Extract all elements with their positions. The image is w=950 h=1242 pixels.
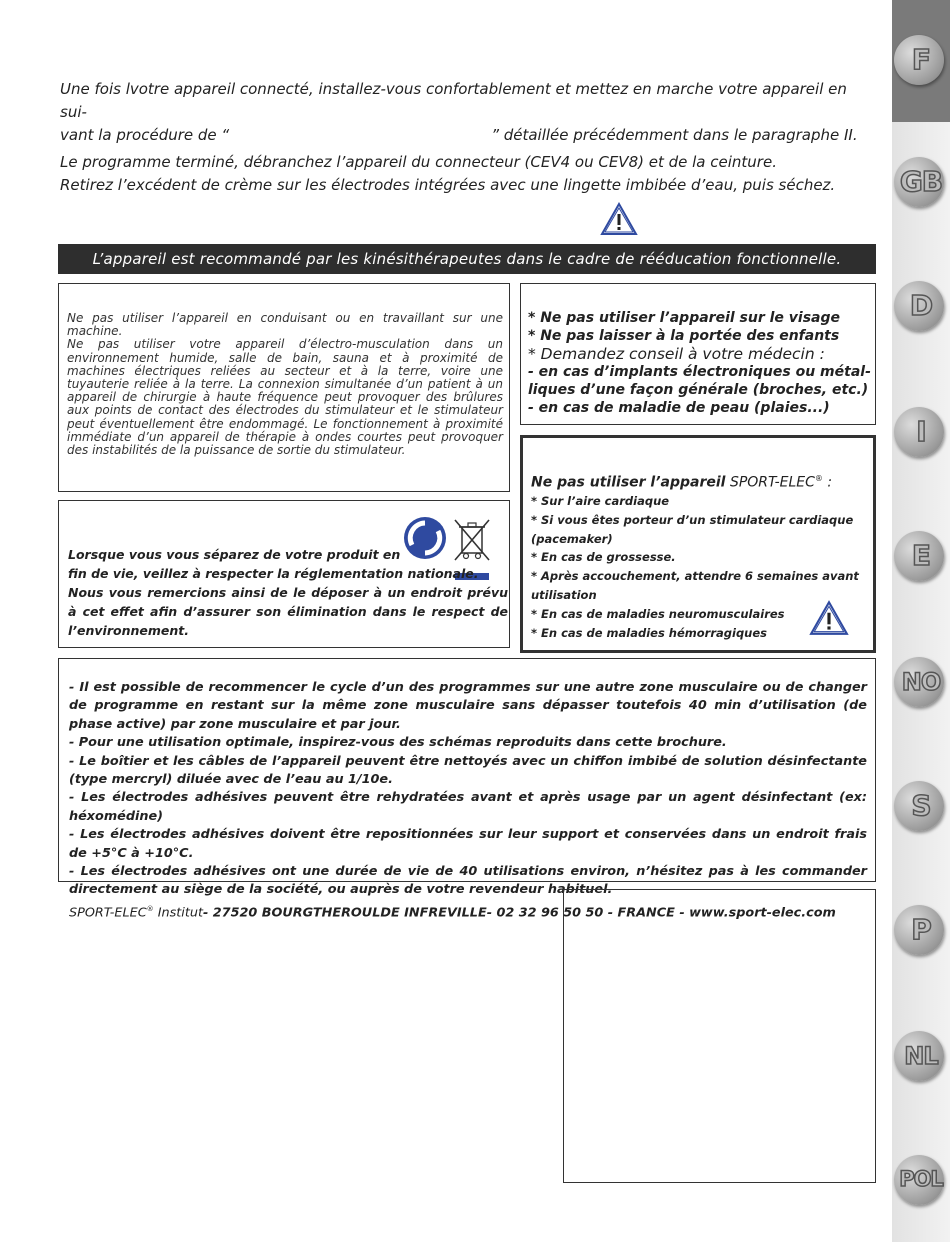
end-line-2: Retirez l’excédent de crème sur les électrodes intégrées avec une lingette imbibée d’eau, puis séchez. xyxy=(60,176,836,194)
precaution-children: * Ne pas laisser à la portée des enfants xyxy=(528,328,840,344)
contra-colon: : xyxy=(822,474,833,491)
tip-cycle: - Il est possible de recommencer le cycle d’un des programmes sur une autre zone musculaire ou de changer de programme en restant sur la même zone musculaire sans dépasser toutefois 40 min d’utilisation (de phase active) par zone musculaire et par jour. xyxy=(69,680,867,732)
recycling-text xyxy=(68,545,508,640)
language-tab-s[interactable] xyxy=(892,776,950,836)
usage-warning-box xyxy=(58,283,510,492)
usage-warning-text: Ne pas utiliser l’appareil en conduisant ou en travaillant sur une machine. Ne pas utiliser votre appareil d’électro-musculation dans un environnement humide, salle de bain, sauna et à proximité de machines électriques reliées au secteur et à la terre, voire une tuyauterie reliée à la terre. La connexion simultanée d’un patient à un appareil de chirurgie à haute fréquence peut provoquer des brûlures aux points de contact des électrodes du stimulateur et le stimulateur peut éventuellement être endommagé. Le fonctionnement à proximité immédiate d’un appareil de thérapie à ondes courtes peut provoquer des instabilités de la puissance de sortie du stimulateur. xyxy=(67,311,503,458)
contra-item: * Sur l’aire cardiaque xyxy=(531,494,670,508)
language-tab-strip xyxy=(892,0,950,1242)
tip-storage: - Les électrodes adhésives doivent être repositionnées sur leur support et conservées dans un endroit frais de +5°C à +10°C. xyxy=(69,827,867,861)
language-code: NL xyxy=(904,1042,938,1070)
contra-item: * En cas de maladies hémorragiques xyxy=(531,625,768,640)
language-code: E xyxy=(911,539,931,572)
empty-notes-box xyxy=(563,889,876,1183)
intro-paragraph xyxy=(60,78,870,147)
language-tab-gb[interactable] xyxy=(892,152,950,212)
precaution-implants: - en cas d’implants électroniques ou métal- xyxy=(528,364,871,380)
precaution-implants-cont: liques d’une façon générale (broches, etc.) xyxy=(528,382,869,398)
precaution-doctor: * Demandez conseil à votre médecin : xyxy=(528,345,825,363)
language-code: POL xyxy=(899,1167,943,1191)
footer-address: - 27520 BOURGTHEROULDE INFREVILLE- 02 32 96 50 50 - FRANCE - www.sport-elec.com xyxy=(203,905,836,921)
footer-reg: ® xyxy=(146,904,154,913)
language-code: P xyxy=(911,913,931,946)
contraindications-title xyxy=(531,470,865,492)
usage-tips-box xyxy=(58,658,876,921)
language-code: GB xyxy=(899,165,943,198)
tip-diagrams: - Pour une utilisation optimale, inspirez-vous des schémas reproduits dans cette brochure. xyxy=(69,735,727,751)
contra-item: * En cas de grossesse. xyxy=(531,550,676,565)
recycling-box xyxy=(58,500,510,648)
intro-line-2b: ” détaillée précédemment dans le paragraphe II. xyxy=(491,126,858,144)
precaution-face: * Ne pas utiliser l’appareil sur le visage xyxy=(528,310,841,326)
recycling-line-2: fin de vie, veillez à respecter la réglementation nationale. xyxy=(68,566,479,581)
footer-institut: Institut xyxy=(153,905,203,921)
warning-triangle-icon xyxy=(809,600,849,636)
contra-brand: SPORT-ELEC xyxy=(729,474,815,491)
contraindications-box xyxy=(520,435,876,653)
language-tab-f[interactable] xyxy=(892,30,950,90)
language-tab-p[interactable] xyxy=(892,900,950,960)
recommendation-banner: L’appareil est recommandé par les kinésithérapeutes dans le cadre de rééducation fonctionnelle. xyxy=(58,244,876,274)
precautions-box xyxy=(520,283,876,425)
intro-line-1: Une fois lvotre appareil connecté, installez-vous confortablement et mettez en marche votre appareil en sui- xyxy=(60,80,847,121)
language-tab-nl[interactable] xyxy=(892,1026,950,1086)
contra-item: * Après accouchement, attendre 6 semaines avant utilisation xyxy=(531,569,859,602)
language-code: NO xyxy=(901,668,941,696)
contra-item: * Si vous êtes porteur d’un stimulateur cardiaque (pacemaker) xyxy=(531,512,854,546)
language-code: D xyxy=(909,289,933,322)
language-tab-no[interactable] xyxy=(892,652,950,712)
footer-brand: SPORT-ELEC xyxy=(69,905,147,921)
precautions-text xyxy=(528,309,873,417)
language-code: S xyxy=(911,789,931,822)
language-tab-e[interactable] xyxy=(892,526,950,586)
precaution-skin: - en cas de maladie de peau (plaies...) xyxy=(528,400,830,416)
language-tab-pol[interactable] xyxy=(892,1150,950,1210)
recycling-line-3: Nous vous remercions ainsi de le déposer à un endroit prévu à cet effet afin d’assurer son élimination dans le respect de l’environnement. xyxy=(68,585,508,638)
tip-cleaning: - Le boîtier et les câbles de l’appareil peuvent être nettoyés avec un chiffon imbibé de solution désinfectante (type mercryl) diluée avec de l’eau au 1/10e. xyxy=(69,753,867,788)
contra-item: * En cas de maladies neuromusculaires xyxy=(531,606,785,621)
intro-line-2 xyxy=(60,124,870,147)
language-code: F xyxy=(911,43,931,76)
end-paragraph xyxy=(60,151,870,197)
language-tab-d[interactable] xyxy=(892,276,950,336)
warning-triangle-icon xyxy=(600,202,638,236)
tip-lifetime: - Les électrodes adhésives ont une durée de vie de 40 utilisations environ, n’hésitez pas à les commander directement au siège de la société, ou auprès de votre revendeur habituel. xyxy=(69,864,867,898)
recycling-line-1: Lorsque vous vous séparez de votre produit en xyxy=(68,547,401,562)
language-code: I xyxy=(916,415,926,448)
contra-reg: ® xyxy=(814,474,823,483)
tip-rehydrate: - Les électrodes adhésives peuvent être rehydratées avant et après usage par un agent désinfectant (ex: héxomédine) xyxy=(69,790,867,824)
end-line-1: Le programme terminé, débranchez l’appareil du connecteur (CEV4 ou CEV8) et de la ceinture. xyxy=(60,153,777,171)
language-tab-i[interactable] xyxy=(892,402,950,462)
intro-line-2a: vant la procédure de “ xyxy=(60,126,230,144)
usage-tips-text xyxy=(69,679,867,923)
contra-title-text: Ne pas utiliser l’appareil xyxy=(531,474,726,491)
